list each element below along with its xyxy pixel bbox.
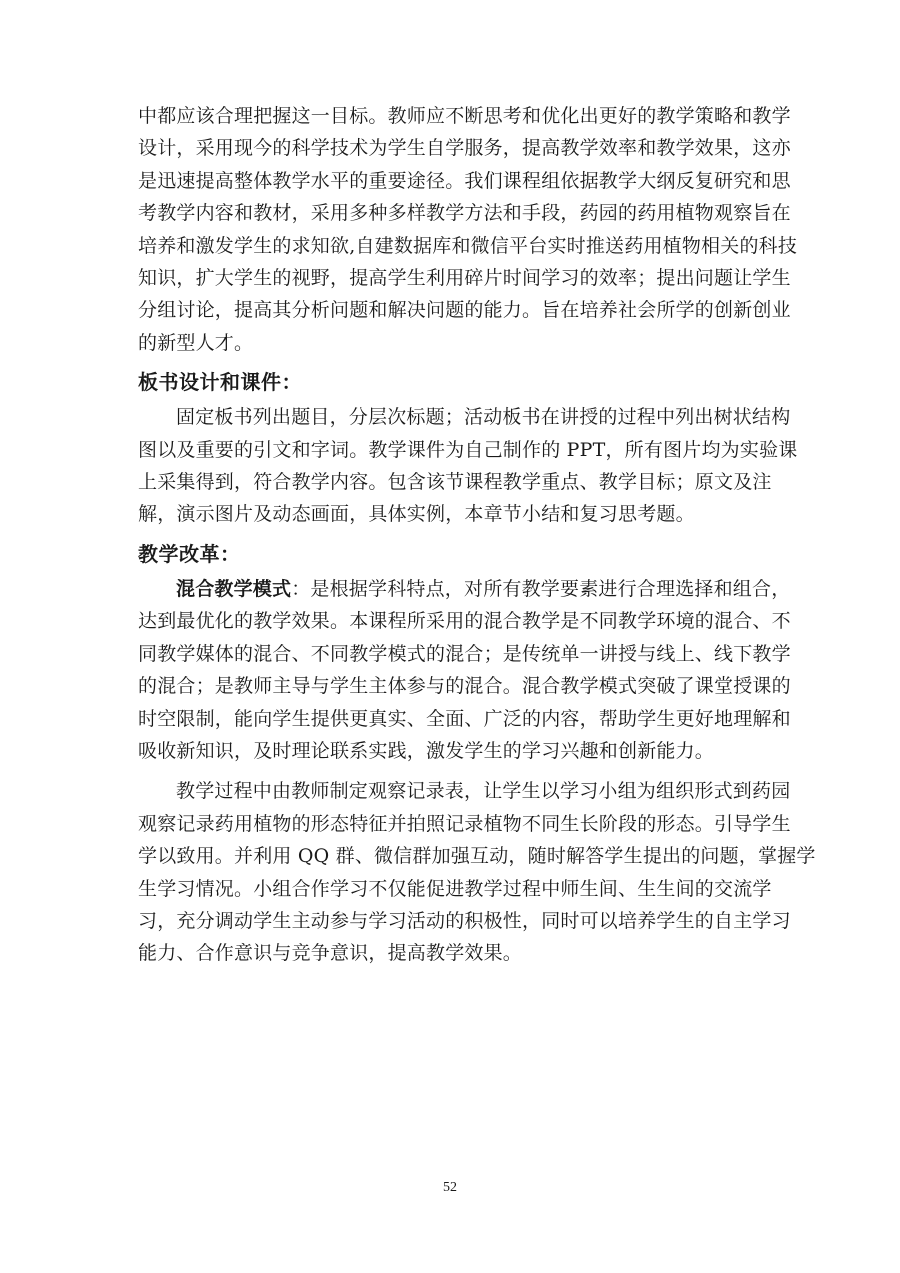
paragraph-line: 中都应该合理把握这一目标。教师应不断思考和优化出更好的教学策略和教学 — [138, 105, 791, 127]
paragraph-line: 解，演示图片及动态画面，具体实例，本章节小结和复习思考题。 — [138, 503, 695, 526]
paragraph-line: 教学过程中由教师制定观察记录表，让学生以学习小组为组织形式到药园 — [176, 780, 791, 803]
paragraph-line: 观察记录药用植物的形态特征并拍照记录植物不同生长阶段的形态。引导学生 — [138, 812, 791, 835]
paragraph-line: 的混合；是教师主导与学生主体参与的混合。混合教学模式突破了课堂授课的 — [138, 675, 791, 698]
paragraph-line: 学以致用。并利用 QQ 群、微信群加强互动，随时解答学生提出的问题，掌握学 — [138, 845, 816, 868]
paragraph-line: 考教学内容和教材，采用多种多样教学方法和手段，药园的药用植物观察旨在 — [138, 202, 791, 225]
paragraph-line: 分组讨论，提高其分析问题和解决问题的能力。旨在培养社会所学的创新创业 — [138, 299, 791, 322]
paragraph-line: 固定板书列出题目，分层次标题；活动板书在讲授的过程中列出树状结构 — [176, 406, 791, 429]
paragraph-line: 生学习情况。小组合作学习不仅能促进教学过程中师生间、生生间的交流学 — [138, 877, 772, 900]
paragraph-line: 图以及重要的引文和字词。教学课件为自己制作的 PPT，所有图片均为实验课 — [138, 438, 798, 461]
paragraph-line: 吸收新知识，及时理论联系实践，激发学生的学习兴趣和创新能力。 — [138, 739, 715, 762]
paragraph-line: 同教学媒体的混合、不同教学模式的混合；是传统单一讲授与线上、线下教学 — [138, 642, 791, 665]
mixed-mode-paragraph — [138, 573, 791, 767]
paragraph-line: 达到最优化的教学效果。本课程所采用的混合教学是不同教学环境的混合、不 — [138, 610, 791, 633]
paragraph-line: 培养和激发学生的求知欲,自建数据库和微信平台实时推送药用植物相关的科技 — [138, 234, 798, 257]
paragraph-line: 是迅速提高整体教学水平的重要途径。我们课程组依据教学大纲反复研究和思 — [138, 169, 791, 192]
paragraph-line: 时空限制，能向学生提供更真实、全面、广泛的内容，帮助学生更好地理解和 — [138, 707, 791, 730]
mixed-mode-label: 混合教学模式 — [176, 577, 292, 600]
teaching-process-paragraph — [138, 775, 816, 969]
board-design-paragraph — [138, 401, 798, 531]
paragraph-line — [138, 573, 791, 605]
document-body — [138, 100, 816, 978]
section-heading-teaching-reform: 教学改革： — [138, 541, 241, 566]
paragraph-line: 上采集得到，符合教学内容。包含该节课程教学重点、教学目标；原文及注 — [138, 471, 772, 494]
section-heading-board-design: 板书设计和课件： — [138, 370, 302, 395]
paragraph-line: 能力、合作意识与竞争意识，提高教学效果。 — [138, 942, 523, 965]
intro-paragraph — [138, 100, 798, 359]
paragraph-line: 习，充分调动学生主动参与学习活动的积极性，同时可以培养学生的自主学习 — [138, 909, 791, 932]
page-number: 52 — [443, 1180, 457, 1195]
paragraph-line: 的新型人才。 — [138, 331, 254, 354]
mixed-mode-first-line: ：是根据学科特点，对所有教学要素进行合理选择和组合， — [291, 577, 791, 600]
paragraph-line: 设计，采用现今的科学技术为学生自学服务，提高教学效率和教学效果，这亦 — [138, 137, 791, 160]
paragraph-line: 知识，扩大学生的视野，提高学生利用碎片时间学习的效率；提出问题让学生 — [138, 267, 791, 290]
